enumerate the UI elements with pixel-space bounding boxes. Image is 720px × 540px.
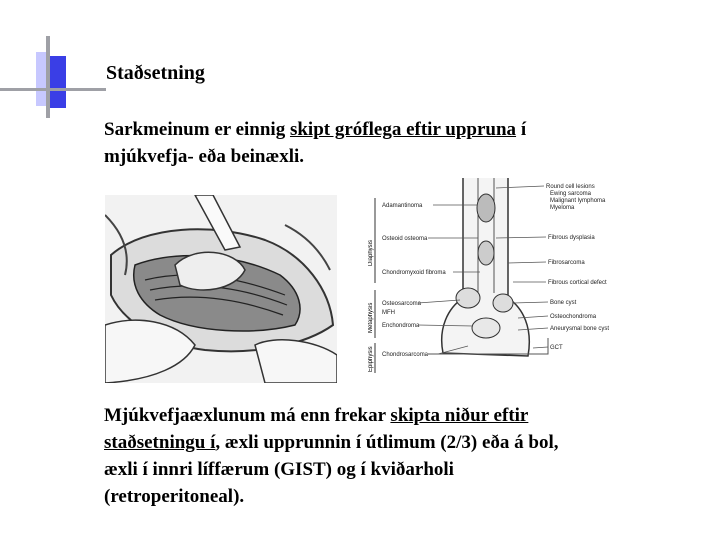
right-label-6: Fibrous cortical defect — [548, 280, 607, 286]
p2-line4: (retroperitoneal). — [104, 486, 245, 507]
p2-underlined-1: skipta niður eftir — [390, 405, 529, 426]
zone-label-2: Epiphysis — [368, 346, 374, 372]
right-label-7: Bone cyst — [550, 300, 577, 306]
decorative-block-light — [36, 52, 46, 106]
p1-underlined: skipt gróflega eftir uppruna — [289, 119, 517, 140]
p1-line1-end: í — [516, 119, 527, 140]
left-label-5: Enchondroma — [382, 323, 420, 329]
zone-label-0: Diaphysis — [368, 239, 374, 266]
p2-line1-text: Mjúkvefjaæxlunum má enn frekar — [104, 405, 391, 426]
p2-line2-rest: , æxli upprunnin í útlimum (2/3) eða á bol, — [215, 432, 559, 453]
p1-line1-text: Sarkmeinum er einnig — [104, 119, 290, 140]
slide-title: Staðsetning — [106, 62, 205, 84]
right-label-10: GCT — [550, 345, 563, 351]
right-label-8: Osteochondroma — [550, 314, 597, 320]
paragraph-2 — [104, 402, 559, 510]
p1-line2: mjúkvefja- eða beinæxli. — [104, 146, 305, 167]
left-label-1: Osteoid osteoma — [382, 236, 428, 242]
zone-label-1: Metaphysis — [368, 302, 374, 333]
right-label-1: Ewing sarcoma — [550, 191, 592, 197]
left-label-3: Osteosarcoma — [382, 301, 422, 307]
right-label-2: Malignant lymphoma — [550, 198, 606, 204]
bone-tumor-diagram — [368, 178, 618, 376]
left-label-0: Adamantinoma — [382, 203, 423, 209]
left-label-6: Chondrosarcoma — [382, 352, 429, 358]
right-label-0: Round cell lesions — [546, 184, 595, 190]
left-label-4: MFH — [382, 310, 395, 316]
decorative-block-blue — [50, 56, 66, 108]
p2-underlined-2: staðsetningu í — [104, 432, 216, 453]
right-label-3: Myeloma — [550, 205, 575, 211]
left-label-2: Chondromyxoid fibroma — [382, 270, 446, 276]
decorative-horizontal-bar — [0, 88, 106, 91]
right-label-4: Fibrous dysplasia — [548, 235, 595, 241]
p2-line3: æxli í innri líffærum (GIST) og í kviðarholi — [104, 459, 454, 480]
right-label-9: Aneurysmal bone cyst — [550, 326, 610, 332]
paragraph-1 — [104, 116, 526, 170]
right-label-5: Fibrosarcoma — [548, 260, 585, 266]
surgical-illustration — [105, 195, 337, 383]
